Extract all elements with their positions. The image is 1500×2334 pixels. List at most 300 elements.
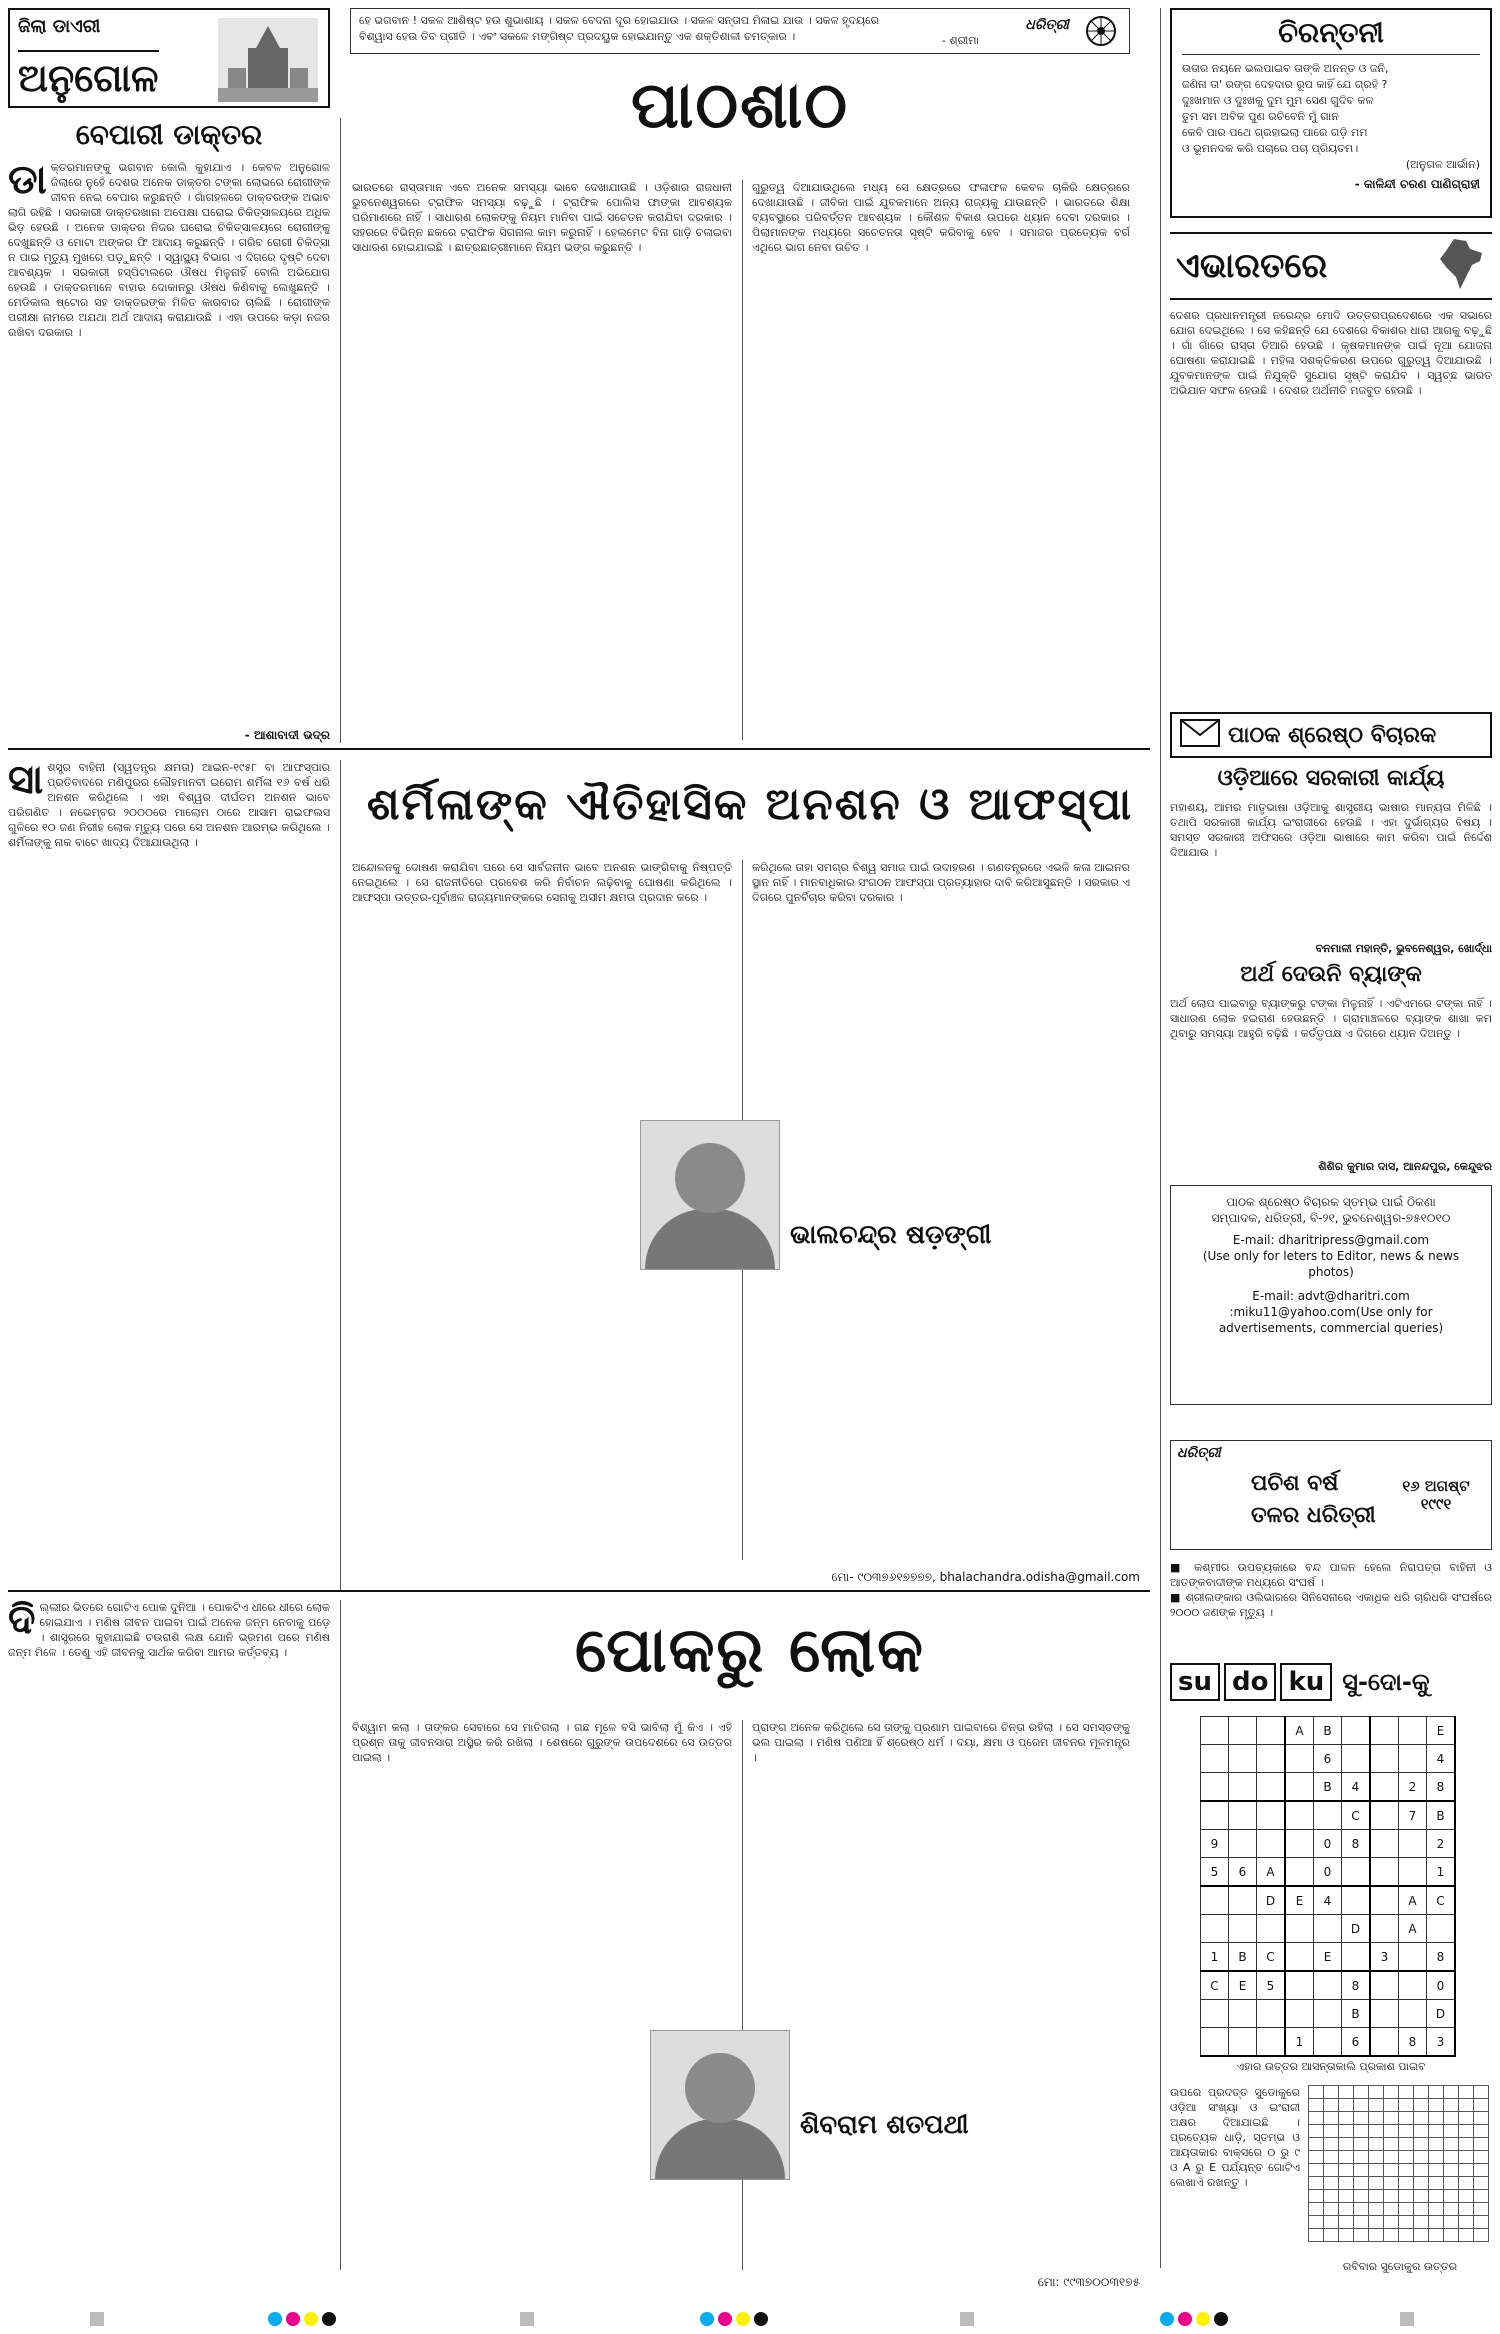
- solution-cell: [1324, 2216, 1339, 2229]
- sudoku-cell[interactable]: [1399, 1858, 1427, 1887]
- sudoku-row: [1201, 1915, 1456, 1943]
- solution-row: [1309, 2216, 1489, 2229]
- pokaru-headline: ପୋକରୁ ଲୋକ: [575, 1613, 925, 1686]
- solution-cell: [1354, 2229, 1369, 2242]
- solution-cell: [1354, 2190, 1369, 2203]
- sudoku-cell[interactable]: 2: [1427, 1830, 1456, 1858]
- sudoku-cell[interactable]: 5: [1257, 1971, 1286, 2000]
- sudoku-cell[interactable]: B: [1342, 2000, 1371, 2028]
- solution-cell: [1399, 2164, 1414, 2177]
- sudoku-cell[interactable]: B: [1427, 1801, 1456, 1830]
- thought-author: - ଶ୍ରୀମା: [941, 34, 979, 47]
- solution-cell: [1429, 2099, 1444, 2112]
- sudoku-cell[interactable]: [1370, 1886, 1399, 1915]
- solution-cell: [1429, 2125, 1444, 2138]
- sudoku-cell[interactable]: [1257, 2028, 1286, 2057]
- sudoku-cell[interactable]: C: [1342, 1801, 1371, 1830]
- solution-cell: [1444, 2125, 1459, 2138]
- solution-cell: [1384, 2203, 1399, 2216]
- sudoku-cell[interactable]: [1229, 1745, 1257, 1773]
- sudoku-cell[interactable]: [1201, 1773, 1229, 1802]
- sudoku-cell[interactable]: E: [1285, 1886, 1314, 1915]
- sudoku-cell[interactable]: [1342, 1943, 1371, 1972]
- sudoku-cell[interactable]: 0: [1314, 1830, 1342, 1858]
- sudoku-cell[interactable]: [1314, 2000, 1342, 2028]
- masthead-title: ପାଠଶାଠ: [630, 69, 850, 143]
- sudoku-cell[interactable]: [1257, 1915, 1286, 1943]
- sudoku-cell[interactable]: [1257, 2000, 1286, 2028]
- solution-cell: [1339, 2216, 1354, 2229]
- sudoku-cell[interactable]: 2: [1399, 1773, 1427, 1802]
- solution-cell: [1369, 2190, 1384, 2203]
- solution-cell: [1474, 2190, 1489, 2203]
- solution-cell: [1429, 2112, 1444, 2125]
- solution-cell: [1459, 2138, 1474, 2151]
- sudoku-cell[interactable]: [1370, 1745, 1399, 1773]
- sudoku-cell[interactable]: B: [1314, 1717, 1342, 1745]
- ebharat-title: ଏଭାରତରେ: [1176, 246, 1328, 286]
- solution-cell: [1444, 2086, 1459, 2099]
- solution-cell: [1474, 2216, 1489, 2229]
- sudoku-cell[interactable]: [1257, 1830, 1286, 1858]
- solution-cell: [1369, 2229, 1384, 2242]
- sharmila-headline: ଶର୍ମିଳାଙ୍କ ଐତିହାସିକ ଅନଶନ ଓ ଆଫସ୍ପା: [366, 779, 1134, 830]
- sharmila-col1: [8, 760, 330, 1560]
- solution-cell: [1414, 2203, 1429, 2216]
- solution-cell: [1384, 2151, 1399, 2164]
- solution-cell: [1474, 2099, 1489, 2112]
- solution-cell: [1414, 2151, 1429, 2164]
- solution-cell: [1444, 2151, 1459, 2164]
- solution-cell: [1429, 2190, 1444, 2203]
- india-map-icon: [1436, 237, 1486, 295]
- solution-cell: [1429, 2164, 1444, 2177]
- sudoku-cell[interactable]: [1285, 1971, 1314, 2000]
- sudoku-cell[interactable]: [1314, 1801, 1342, 1830]
- solution-cell: [1414, 2125, 1429, 2138]
- pokaru-col1: [8, 1600, 330, 2270]
- solution-cell: [1309, 2229, 1324, 2242]
- sudoku-cell[interactable]: [1285, 1745, 1314, 1773]
- solution-cell: [1354, 2216, 1369, 2229]
- solution-cell: [1384, 2112, 1399, 2125]
- solution-cell: [1339, 2151, 1354, 2164]
- sudoku-row: [1201, 1886, 1456, 1915]
- sudoku-cell[interactable]: A: [1285, 1717, 1314, 1745]
- solution-row: [1309, 2229, 1489, 2242]
- email-link[interactable]: :miku11@yahoo.com(Use only for advertisements, commercial queries): [1218, 1305, 1444, 1335]
- solution-cell: [1444, 2190, 1459, 2203]
- solution-cell: [1474, 2177, 1489, 2190]
- anniversary-date: ୧୬ ଅଗଷ୍ଟ ୧୯୯୧: [1402, 1477, 1470, 1513]
- solution-cell: [1429, 2177, 1444, 2190]
- sudoku-grid-wrap: [1200, 1716, 1456, 2057]
- sudoku-cell[interactable]: 6: [1342, 2028, 1371, 2057]
- solution-row: [1309, 2164, 1489, 2177]
- thought-box: [350, 8, 1130, 54]
- sudoku-cell[interactable]: [1370, 1830, 1399, 1858]
- anniversary-box: [1170, 1440, 1492, 1550]
- sudoku-cell[interactable]: 7: [1399, 1801, 1427, 1830]
- sudoku-cell[interactable]: [1201, 1886, 1229, 1915]
- solution-cell: [1369, 2125, 1384, 2138]
- solution-cell: [1309, 2177, 1324, 2190]
- sudoku-cell[interactable]: 6: [1314, 1745, 1342, 1773]
- poem-line: (ଅନୁଗଳ ଆର୍ଭାନ): [1405, 158, 1480, 171]
- solution-cell: [1414, 2229, 1429, 2242]
- solution-cell: [1369, 2216, 1384, 2229]
- sudoku-title-part: ku: [1280, 1663, 1332, 1701]
- email-link[interactable]: E-mail: dharitripress@gmail.com: [1232, 1233, 1430, 1247]
- sudoku-cell[interactable]: [1370, 1717, 1399, 1745]
- sudoku-cell[interactable]: [1399, 2000, 1427, 2028]
- district-name: ଅନୁଗୋଳ: [18, 50, 159, 101]
- solution-cell: [1399, 2190, 1414, 2203]
- solution-cell: [1324, 2099, 1339, 2112]
- sudoku-cell[interactable]: 3: [1427, 2028, 1456, 2057]
- sudoku-cell[interactable]: 3: [1370, 1943, 1399, 1972]
- sudoku-cell[interactable]: A: [1399, 1886, 1427, 1915]
- sharmila-col3: କରିଥିଲେ ତାହା ସମଗ୍ର ବିଶ୍ୱ ସମାଜ ପାଇଁ ଉଦାହରଣ । ଗଣତନ୍ତ୍ରରେ ଏଭଳି କଳା ଆଇନର ସ୍ଥାନ ନାହିଁ । ମାନବାଧିକାର ସଂଗଠନ ଆଫସ୍ପା ପ୍ରତ୍ୟାହାର ଦାବି କରିଆସୁଛନ୍ତି । ସରକାର ଏ ଦିଗରେ ପୁନର୍ବିଚାର କରିବା ଦରକାର ।: [752, 861, 1130, 904]
- sudoku-cell[interactable]: [1314, 1915, 1342, 1943]
- sudoku-cell[interactable]: 4: [1427, 1745, 1456, 1773]
- solution-cell: [1309, 2151, 1324, 2164]
- sudoku-cell[interactable]: [1285, 1943, 1314, 1972]
- sudoku-cell[interactable]: 8: [1342, 1830, 1371, 1858]
- sudoku-cell[interactable]: 8: [1342, 1971, 1371, 2000]
- solution-cell: [1369, 2086, 1384, 2099]
- pokaru-col3: ପ୍ରାଙ୍ଗ ଅନେକ କରିଥିଲେ ସେ ତାଙ୍କୁ ପ୍ରଣାମ ପାଇବାରେ ଚିନ୍ତା ରହିଲା । ସେ ସମସ୍ତଙ୍କୁ ଭଲ ପାଇଲା । ମଣିଷ ପଣିଆ ହିଁ ଶ୍ରେଷ୍ଠ ଧର୍ମ । ଦୟା, କ୍ଷମା ଓ ପ୍ରେମ ଜୀବନର ମୂଳମନ୍ତ୍ର ।: [752, 1721, 1130, 1764]
- thought-line: ହେ ଭଗବାନ ! ସକଳ ଆଶିଷ୍ଟ ହଉ ଶୁଭାଶାୟ । ସକଳ ବେଦନା ଦୂର ହୋଇଯାଉ । ସକଳ ସନ୍ତାପ ମିଳାଇ ଯାଉ । ସକଳ ହୃଦୟରେ: [359, 14, 879, 27]
- paper-mark: ଧରିତ୍ରୀ: [1025, 17, 1069, 33]
- solution-caption: ରବିବାର ସୁଡୋକୁର ଉତ୍ତର: [1342, 2260, 1458, 2273]
- sudoku-cell[interactable]: [1285, 1858, 1314, 1887]
- solution-cell: [1429, 2138, 1444, 2151]
- solution-cell: [1429, 2203, 1444, 2216]
- drop-cap: ଡା: [8, 160, 47, 203]
- sudoku-cell[interactable]: [1314, 1971, 1342, 2000]
- solution-cell: [1354, 2177, 1369, 2190]
- article-body: ଲ୍ଲୀର ଭିତରେ ଗୋଟିଏ ପୋକ ଦୁନିଆ । ପୋକଟିଏ ଧୀରେ ଧୀରେ ଲୋକ ହୋଇଯାଏ । ମଣିଷ ଜୀବନ ପାଇବା ପାଇଁ ଅନେକ ଜନ୍ମ ନେବାକୁ ପଡ଼େ । ଶାସ୍ତ୍ରରେ କୁହାଯାଇଛି ଚଉରାଶି ଲକ୍ଷ ଯୋନି ଭ୍ରମଣ ପରେ ମଣିଷ ଜନ୍ମ ମିଳେ । ତେଣୁ ଏହି ଜୀବନକୁ ସାର୍ଥକ କରିବା ଆମର କର୍ତ୍ତବ୍ୟ ।: [8, 1601, 330, 1659]
- letter2-text: ଅର୍ଥ ଲୋପ ପାଇବାରୁ ବ୍ୟାଙ୍କରୁ ଟଙ୍କା ମିଳୁନାହିଁ । ଏଟିଏମରେ ଟଙ୍କା ନାହିଁ । ସାଧାରଣ ଲୋକ ହଇରାଣ ହେଉଛନ୍ତି । ଗ୍ରାମାଞ୍ଚଳରେ ବ୍ୟାଙ୍କ ଶାଖା କମ ଥିବାରୁ ସମସ୍ୟା ଆହୁରି ବଢ଼ିଛି । କର୍ତ୍ତୃପକ୍ଷ ଏ ଦିଗରେ ଧ୍ୟାନ ଦିଅନ୍ତୁ ।: [1170, 997, 1492, 1040]
- solution-cell: [1354, 2151, 1369, 2164]
- solution-cell: [1384, 2164, 1399, 2177]
- solution-cell: [1459, 2112, 1474, 2125]
- solution-cell: [1384, 2229, 1399, 2242]
- solution-cell: [1384, 2138, 1399, 2151]
- email-link[interactable]: E-mail: advt@dharitri.com: [1252, 1289, 1410, 1303]
- solution-cell: [1324, 2177, 1339, 2190]
- solution-cell: [1459, 2164, 1474, 2177]
- sudoku-cell[interactable]: 8: [1427, 1943, 1456, 1972]
- solution-cell: [1369, 2112, 1384, 2125]
- solution-cell: [1399, 2138, 1414, 2151]
- solution-cell: [1459, 2203, 1474, 2216]
- sudoku-cell[interactable]: [1399, 1717, 1427, 1745]
- sudoku-row: [1201, 1745, 1456, 1773]
- solution-cell: [1474, 2229, 1489, 2242]
- sudoku-header: [1170, 1660, 1492, 1704]
- solution-cell: [1324, 2112, 1339, 2125]
- solution-cell: [1339, 2138, 1354, 2151]
- sudoku-cell[interactable]: 8: [1399, 2028, 1427, 2057]
- sudoku-solution: [1308, 2085, 1489, 2242]
- sudoku-cell[interactable]: [1399, 1830, 1427, 1858]
- sudoku-cell[interactable]: [1370, 1971, 1399, 2000]
- sudoku-cell[interactable]: [1399, 1943, 1427, 1972]
- poem-line: ଦୁଃଖମାନ ଓ ଦୁଃଖକୁ ଦୁମ ମୁମ ସେଣ ଗୁଦିବ କଳ: [1182, 94, 1374, 107]
- sudoku-cell[interactable]: 1: [1427, 1858, 1456, 1887]
- solution-cell: [1339, 2177, 1354, 2190]
- sudoku-cell[interactable]: [1285, 1801, 1314, 1830]
- sudoku-title-odia: ସୁ-ଦୋ-କୁ: [1342, 1668, 1430, 1696]
- solution-cell: [1354, 2125, 1369, 2138]
- solution-cell: [1384, 2216, 1399, 2229]
- solution-cell: [1309, 2112, 1324, 2125]
- sudoku-cell[interactable]: 6: [1229, 1858, 1257, 1887]
- solution-cell: [1399, 2203, 1414, 2216]
- sudoku-row: [1201, 2028, 1456, 2057]
- sudoku-cell[interactable]: [1229, 1830, 1257, 1858]
- temple-icon: [218, 18, 318, 102]
- sudoku-cell[interactable]: A: [1257, 1858, 1286, 1887]
- author-photo: [640, 1120, 780, 1270]
- sudoku-cell[interactable]: [1370, 2028, 1399, 2057]
- solution-cell: [1444, 2112, 1459, 2125]
- sudoku-cell[interactable]: C: [1257, 1943, 1286, 1972]
- solution-cell: [1384, 2125, 1399, 2138]
- solution-cell: [1384, 2190, 1399, 2203]
- solution-row: [1309, 2203, 1489, 2216]
- sudoku-cell[interactable]: D: [1342, 1915, 1371, 1943]
- article-body: କ୍ତରମାନଙ୍କୁ ଭଗବାନ କୋଲି କୁହାଯାଏ । କେବଳ ଅନୁଗୋଳ ଜିଲାରେ ନୁହେଁ ଦେଶର ଅନେକ ଡାକ୍ତର ଟଙ୍କା ଲୋଭରେ ରୋଗୀଙ୍କ ଜୀବନ ନେଇ ବେପାର କରୁଛନ୍ତି । ଗାଁଗହଳରେ ଡାକ୍ତରଙ୍କ ଅଭାବ ଲାଗି ରହିଛି । ସରକାରୀ ଡାକ୍ତରଖାନା ଅପେକ୍ଷା ଘରୋଇ ଚିକିତ୍ସାଳୟରେ ଅଧିକ ଭିଡ଼ ହେଉଛି । ଅନେକ ଡାକ୍ତର ନିଜର ଘରୋଇ ଚିକିତ୍ସାଳୟରେ ରୋଗୀଙ୍କୁ ଦେଖୁଛନ୍ତି ଓ ମୋଟା ଅଙ୍କର ଫି ଆଦାୟ କରୁଛନ୍ତି । ଗରିବ ରୋଗୀ ଚିକିତ୍ସା ନ ପାଇ ମୃତ୍ୟୁ ମୁଖରେ ପଡ଼ୁଛନ୍ତି । ସ୍ୱାସ୍ଥ୍ୟ ବିଭାଗ ଏ ଦିଗରେ ଦୃଷ୍ଟି ଦେବା ଆବଶ୍ୟକ । ସରକାରୀ ହସ୍ପିଟାଲରେ ଔଷଧ ମିଳୁନାହିଁ ବୋଲି ଅଭିଯୋଗ ହେଉଛି । ଡାକ୍ତରମାନେ ବାହାର ଦୋକାନରୁ ଔଷଧ କିଣିବାକୁ ଲେଖୁଛନ୍ତି । ମେଡିକାଲ ଷ୍ଟୋର ସହ ଡାକ୍ତରଙ୍କ ମିଳିତ କାରବାର ଚାଲିଛି । ରୋଗୀଙ୍କ ପରୀକ୍ଷା ନାମରେ ଅଯଥା ଅର୍ଥ ଆଦାୟ କରାଯାଉଛି । ଏହା ଉପରେ କଡ଼ା ନଜର ରଖିବା ଦରକାର ।: [8, 161, 330, 339]
- solution-cell: [1444, 2138, 1459, 2151]
- sudoku-cell[interactable]: [1370, 1858, 1399, 1887]
- solution-cell: [1369, 2177, 1384, 2190]
- sudoku-title-part: su: [1170, 1663, 1220, 1701]
- solution-cell: [1459, 2216, 1474, 2229]
- sudoku-cell[interactable]: E: [1427, 1717, 1456, 1745]
- sudoku-cell[interactable]: 0: [1314, 1858, 1342, 1887]
- sudoku-cell[interactable]: [1201, 1745, 1229, 1773]
- solution-cell: [1309, 2125, 1324, 2138]
- solution-cell: [1339, 2086, 1354, 2099]
- sudoku-cell[interactable]: [1285, 1915, 1314, 1943]
- left-column-text: [8, 160, 330, 720]
- solution-row: [1309, 2190, 1489, 2203]
- poem: [1182, 61, 1480, 173]
- solution-cell: [1444, 2164, 1459, 2177]
- thought-line: ବିଶ୍ୱାସ ହେଉ ତିବ ପ୍ରୀତି । ଏବଂ ସକଳେ ମଙ୍ଗିଷ୍ଟ ପ୍ରଦୟୁକ ହୋଇଯାନ୍ତୁ ଏକ ଶକ୍ତିଶାଳୀ ଚମତ୍କାର ।: [359, 30, 796, 43]
- sudoku-cell[interactable]: E: [1229, 1971, 1257, 2000]
- sudoku-cell[interactable]: [1257, 1717, 1286, 1745]
- sudoku-cell[interactable]: [1370, 1915, 1399, 1943]
- sudoku-cell[interactable]: [1370, 1801, 1399, 1830]
- email-note: (Use only for leters to Editor, news & news photos): [1202, 1249, 1460, 1279]
- left-heading: ବେପାରୀ ଡାକ୍ତର: [75, 118, 263, 151]
- solution-cell: [1324, 2151, 1339, 2164]
- letter2-author: ଶିଶିର କୁମାର ଦାସ, ଆନନ୍ଦପୁର, କେନ୍ଦୁଝର: [1318, 1160, 1492, 1173]
- anniversary-paper: ଧରିତ୍ରୀ: [1177, 1445, 1221, 1461]
- letter1-text: ମହାଶୟ, ଆମର ମାତୃଭାଷା ଓଡ଼ିଆକୁ ଶାସ୍ତ୍ରୀୟ ଭାଷାର ମାନ୍ୟତା ମିଳିଛି । ତଥାପି ସରକାରୀ କାର୍ଯ୍ୟ ଇଂରାଜୀରେ ହେଉଛି । ଏହା ଦୁର୍ଭାଗ୍ୟର ବିଷୟ । ସମସ୍ତ ସରକାରୀ ଅଫିସରେ ଓଡ଼ିଆ ଭାଷାରେ କାମ କରିବା ପାଇଁ ନିର୍ଦ୍ଦେଶ ଦିଆଯାଉ ।: [1170, 801, 1492, 859]
- anniversary-item: ■ ଶ୍ରୀଲଙ୍କାର ଓଲିଭାରରେ ସିନିସେନାରେ ଏକାଧିକ ଧରି ଚାରିଧରି ସଂଘର୍ଷରେ ୨୦୦୦ ଜଣଙ୍କ ମୃତ୍ୟୁ ।: [1170, 1591, 1492, 1619]
- sudoku-cell[interactable]: [1285, 1773, 1314, 1802]
- reader-banner-title: ପାଠକ ଶ୍ରେଷ୍ଠ ବିଚାରକ: [1228, 722, 1437, 748]
- solution-cell: [1354, 2164, 1369, 2177]
- sudoku-cell[interactable]: [1229, 2000, 1257, 2028]
- poem-author: - କାଳିନ୍ଦୀ ଚରଣ ପାଣିଗ୍ରାହୀ: [1354, 177, 1480, 191]
- sudoku-cell[interactable]: [1342, 1745, 1371, 1773]
- solution-cell: [1399, 2125, 1414, 2138]
- author-photo: [650, 2030, 790, 2180]
- solution-row: [1309, 2099, 1489, 2112]
- sudoku-cell[interactable]: [1229, 1717, 1257, 1745]
- sudoku-cell[interactable]: 5: [1201, 1858, 1229, 1887]
- sudoku-cell[interactable]: 8: [1427, 1773, 1456, 1802]
- solution-cell: [1459, 2229, 1474, 2242]
- solution-cell: [1474, 2203, 1489, 2216]
- solution-cell: [1309, 2164, 1324, 2177]
- sudoku-row: [1201, 1830, 1456, 1858]
- sudoku-cell[interactable]: D: [1427, 2000, 1456, 2028]
- sudoku-cell[interactable]: [1370, 1773, 1399, 1802]
- sudoku-row: [1201, 1943, 1456, 1972]
- solution-cell: [1399, 2216, 1414, 2229]
- sudoku-cell[interactable]: [1285, 2000, 1314, 2028]
- solution-row: [1309, 2112, 1489, 2125]
- solution-cell: [1444, 2099, 1459, 2112]
- poem-line: ତୁମ ସମ ଅବିକ ପୁଣ ରଚିବେନି ମୁଁ ଗାନ: [1182, 110, 1339, 123]
- drop-cap: ଦି: [8, 1600, 36, 1643]
- sudoku-cell[interactable]: [1342, 1858, 1371, 1887]
- sudoku-cell[interactable]: 4: [1314, 1886, 1342, 1915]
- sudoku-cell[interactable]: 1: [1285, 2028, 1314, 2057]
- solution-row: [1309, 2125, 1489, 2138]
- sudoku-cell[interactable]: B: [1314, 1773, 1342, 1802]
- solution-cell: [1369, 2203, 1384, 2216]
- sudoku-cell[interactable]: 4: [1342, 1773, 1371, 1802]
- author-contact: ମୋ- ୯୦୩୭୬୧୭୭୭୭, bhalachandra.odisha@gmail.com: [831, 1570, 1140, 1584]
- sudoku-cell[interactable]: [1201, 1915, 1229, 1943]
- solution-cell: [1324, 2164, 1339, 2177]
- sudoku-cell[interactable]: [1229, 1915, 1257, 1943]
- sudoku-cell[interactable]: [1370, 2000, 1399, 2028]
- sudoku-cell[interactable]: [1229, 2028, 1257, 2057]
- sudoku-cell[interactable]: [1285, 1830, 1314, 1858]
- sudoku-cell[interactable]: [1257, 1801, 1286, 1830]
- pokaru-col2: ବିଶ୍ୱାମ କଲା । ତାଙ୍କର ସେବାରେ ସେ ମାତିଗଲା । ଗଛ ମୂଳେ ବସି ଭାବିଲା ମୁଁ କିଏ । ଏହି ପ୍ରଶ୍ନ ତାକୁ ଜୀବନସାରା ଅସ୍ଥିର କରି ରଖିଲା । ଶେଷରେ ଗୁରୁଙ୍କ ଉପଦେଶରେ ସେ ଉତ୍ତର ପାଇଲା ।: [352, 1721, 732, 1764]
- sudoku-cell[interactable]: [1427, 1915, 1456, 1943]
- sudoku-cell[interactable]: 1: [1201, 1943, 1229, 1972]
- sudoku-cell[interactable]: C: [1427, 1886, 1456, 1915]
- sudoku-cell[interactable]: [1399, 1971, 1427, 2000]
- solution-cell: [1324, 2229, 1339, 2242]
- contact-intro: ପାଠକ ଶ୍ରେଷ୍ଠ ବିଚାରକ ସ୍ତମ୍ଭ ପାଇଁ ଠିକଣା: [1226, 1195, 1436, 1209]
- sudoku-cell[interactable]: 0: [1427, 1971, 1456, 2000]
- sudoku-cell[interactable]: [1201, 1717, 1229, 1745]
- solution-cell: [1399, 2151, 1414, 2164]
- solution-cell: [1429, 2229, 1444, 2242]
- sudoku-cell[interactable]: [1399, 1745, 1427, 1773]
- sudoku-cell[interactable]: D: [1257, 1886, 1286, 1915]
- sudoku-cell[interactable]: [1229, 1886, 1257, 1915]
- solution-cell: [1399, 2099, 1414, 2112]
- sudoku-row: [1201, 2000, 1456, 2028]
- solution-cell: [1459, 2177, 1474, 2190]
- contact-box: [1170, 1185, 1492, 1405]
- sudoku-cell[interactable]: [1201, 1801, 1229, 1830]
- author-contact: ମୋ: ୯୯୩୭୦୦୩୧୭୫: [1037, 2275, 1140, 2289]
- solution-cell: [1459, 2151, 1474, 2164]
- solution-cell: [1339, 2125, 1354, 2138]
- anniversary-line1: ପଚିଶ ବର୍ଷ: [1251, 1471, 1339, 1496]
- solution-cell: [1414, 2216, 1429, 2229]
- sudoku-cell[interactable]: [1257, 1745, 1286, 1773]
- district-tag-box: [8, 8, 330, 108]
- solution-cell: [1309, 2138, 1324, 2151]
- solution-cell: [1369, 2099, 1384, 2112]
- reader-banner: [1170, 712, 1492, 758]
- solution-cell: [1429, 2086, 1444, 2099]
- sudoku-cell[interactable]: [1342, 1717, 1371, 1745]
- drop-cap: ସା: [8, 760, 44, 803]
- sudoku-cell[interactable]: E: [1314, 1943, 1342, 1972]
- solution-cell: [1399, 2229, 1414, 2242]
- poem-line: କେବି ପାର ପଥେ ଗ୍ରହାଇଲା ପାରେ ଗଡ଼ି ମମ: [1182, 126, 1368, 139]
- ebharat-text: [1170, 308, 1492, 698]
- sudoku-cell[interactable]: 9: [1201, 1830, 1229, 1858]
- sudoku-cell[interactable]: [1257, 1773, 1286, 1802]
- solution-cell: [1354, 2112, 1369, 2125]
- solution-cell: [1324, 2086, 1339, 2099]
- solution-cell: [1354, 2203, 1369, 2216]
- sudoku-title-part: do: [1224, 1663, 1276, 1701]
- letter2-title: ଅର୍ଥ ଦେଉନି ବ୍ୟାଙ୍କ: [1240, 962, 1422, 987]
- sudoku-cell[interactable]: [1342, 1886, 1371, 1915]
- sudoku-cell[interactable]: [1229, 1773, 1257, 1802]
- author-name: ଭାଲଚନ୍ଦ୍ର ଷଡ଼ଙ୍ଗୀ: [790, 1220, 992, 1250]
- sudoku-cell[interactable]: [1314, 2028, 1342, 2057]
- sudoku-cell[interactable]: [1229, 1801, 1257, 1830]
- solution-cell: [1444, 2216, 1459, 2229]
- ebharat-body: ଦେଶର ପ୍ରଧାନମନ୍ତ୍ରୀ ନରେନ୍ଦ୍ର ମୋଦି ଉତ୍ତରପ୍ରଦେଶରେ ଏକ ସଭାରେ ଯୋଗ ଦେଇଥିଲେ । ସେ କହିଛନ୍ତି ଯେ ଦେଶରେ ବିକାଶର ଧାରା ଆଗକୁ ବଢ଼ୁଛି । ଗାଁ ଗାଁରେ ରାସ୍ତା ତିଆରି ହେଉଛି । କୃଷକମାନଙ୍କ ପାଇଁ ନୂଆ ଯୋଜନା ଘୋଷଣା କରାଯାଇଛି । ମହିଳା ସଶକ୍ତିକରଣ ଉପରେ ଗୁରୁତ୍ୱ ଦିଆଯାଉଛି । ଯୁବକମାନଙ୍କ ପାଇଁ ନିଯୁକ୍ତି ସୁଯୋଗ ସୃଷ୍ଟି କରାଯିବ । ସ୍ୱଚ୍ଛ ଭାରତ ଅଭିଯାନ ସଫଳ ହେଉଛି । ଦେଶର ଅର୍ଥନୀତି ମଜବୁତ ହେଉଛି ।: [1170, 309, 1492, 397]
- solution-cell: [1459, 2086, 1474, 2099]
- sudoku-cell[interactable]: [1201, 2028, 1229, 2057]
- letter1-title: ଓଡ଼ିଆରେ ସରକାରୀ କାର୍ଯ୍ୟ: [1217, 766, 1445, 791]
- ebharat-title-bar: [1170, 232, 1492, 300]
- sudoku-row: [1201, 1858, 1456, 1887]
- sudoku-cell[interactable]: C: [1201, 1971, 1229, 2000]
- solution-cell: [1444, 2229, 1459, 2242]
- solution-cell: [1324, 2125, 1339, 2138]
- sudoku-cell[interactable]: A: [1399, 1915, 1427, 1943]
- solution-cell: [1369, 2138, 1384, 2151]
- solution-cell: [1339, 2190, 1354, 2203]
- solution-cell: [1459, 2125, 1474, 2138]
- ebharat-box: [1170, 232, 1492, 702]
- solution-cell: [1339, 2203, 1354, 2216]
- solution-cell: [1399, 2086, 1414, 2099]
- solution-cell: [1309, 2203, 1324, 2216]
- solution-cell: [1429, 2216, 1444, 2229]
- sudoku-cell[interactable]: B: [1229, 1943, 1257, 1972]
- solution-cell: [1474, 2151, 1489, 2164]
- sudoku-cell[interactable]: [1201, 2000, 1229, 2028]
- sudoku-grid: [1200, 1716, 1456, 2057]
- solution-cell: [1369, 2164, 1384, 2177]
- solution-row: [1309, 2151, 1489, 2164]
- sudoku-row: [1201, 1971, 1456, 2000]
